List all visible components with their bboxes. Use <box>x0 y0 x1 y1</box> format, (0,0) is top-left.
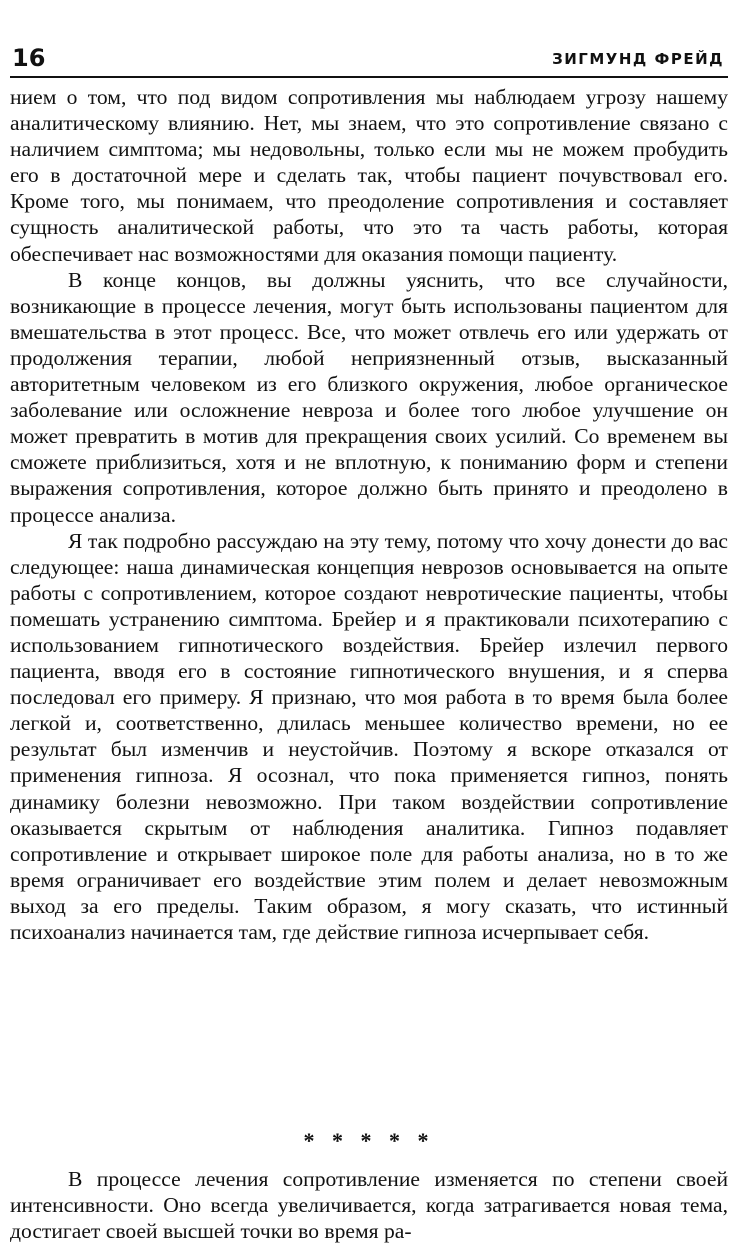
paragraph: В процессе лечения сопротивление изменяется по степени своей интенсивности. Оно всегда увеличивается, когда затрагивается новая тема, достигает своей высшей точки во время ра- <box>10 1167 728 1244</box>
paragraph: В конце концов, вы должны уяснить, что все случайности, возникающие в процессе лечения, могут быть использованы пациентом для вмешательства в этот процесс. Все, что может отвлечь его или удержать от продолжения терапии, любой неприязненный отзыв, высказанный авторитетным человеком из его близкого окружения, любое органическое заболевание или осложнение невроза и более того любое улучшение он может превратить в мотив для прекращения своих усилий. Со временем вы сможете приблизиться, хотя и не вплотную, к пониманию форм и степени выражения сопротивления, которое должно быть принято и преодолено в процессе анализа. <box>10 267 728 527</box>
page-header <box>10 44 728 72</box>
running-head-author: ЗИГМУНД ФРЕЙД <box>552 50 724 68</box>
body-text <box>10 84 728 945</box>
section-separator: * * * * * <box>303 1128 435 1153</box>
paragraph: Я так подробно рассуждаю на эту тему, потому что хочу донести до вас следующее: наша динамическая концепция неврозов основывается на опыте работы с сопротивлением, которое создают невротические пациенты, чтобы помешать устранению симптома. Брейер и я практиковали психотерапию с использованием гипнотического воздействия. Брейер излечил первого пациента, вводя его в состояние гипнотического внушения, и я сперва последовал его примеру. Я признаю, что моя работа в то время была более легкой и, соответственно, длилась меньшее количество времени, но ее результат был изменчив и неустойчив. Поэтому я вскоре отказался от применения гипноза. Я осознал, что пока применяется гипноз, понять динамику болезни невозможно. При таком воздействии сопротивление оказывается скрытым от наблюдения аналитика. Гипноз подавляет сопротивление и открывает широкое поле для работы анализа, но в то же время ограничивает его воздействие этим полем и делает невозможным выход за его пределы. Таким образом, я могу сказать, что истинный психоанализ начинается там, где действие гипноза исчерпывает себя. <box>10 528 728 944</box>
book-page <box>10 0 728 1248</box>
body-text-continued <box>10 1166 728 1244</box>
header-rule <box>10 76 728 78</box>
page-number: 16 <box>12 44 46 72</box>
paragraph-continued: нием о том, что под видом сопротивления мы наблюдаем угрозу нашему аналитическому влиянию. Нет, мы знаем, что это сопротивление связано с наличием симптома; мы недовольны, только если мы не можем пробудить его в достаточной мере и сделать так, чтобы пациент почувствовал его. Кроме того, мы понимаем, что преодоление сопротивления и составляет сущность аналитической работы, что это та часть работы, которая обеспечивает нас возможностями для оказания помощи пациенту. <box>10 85 728 266</box>
